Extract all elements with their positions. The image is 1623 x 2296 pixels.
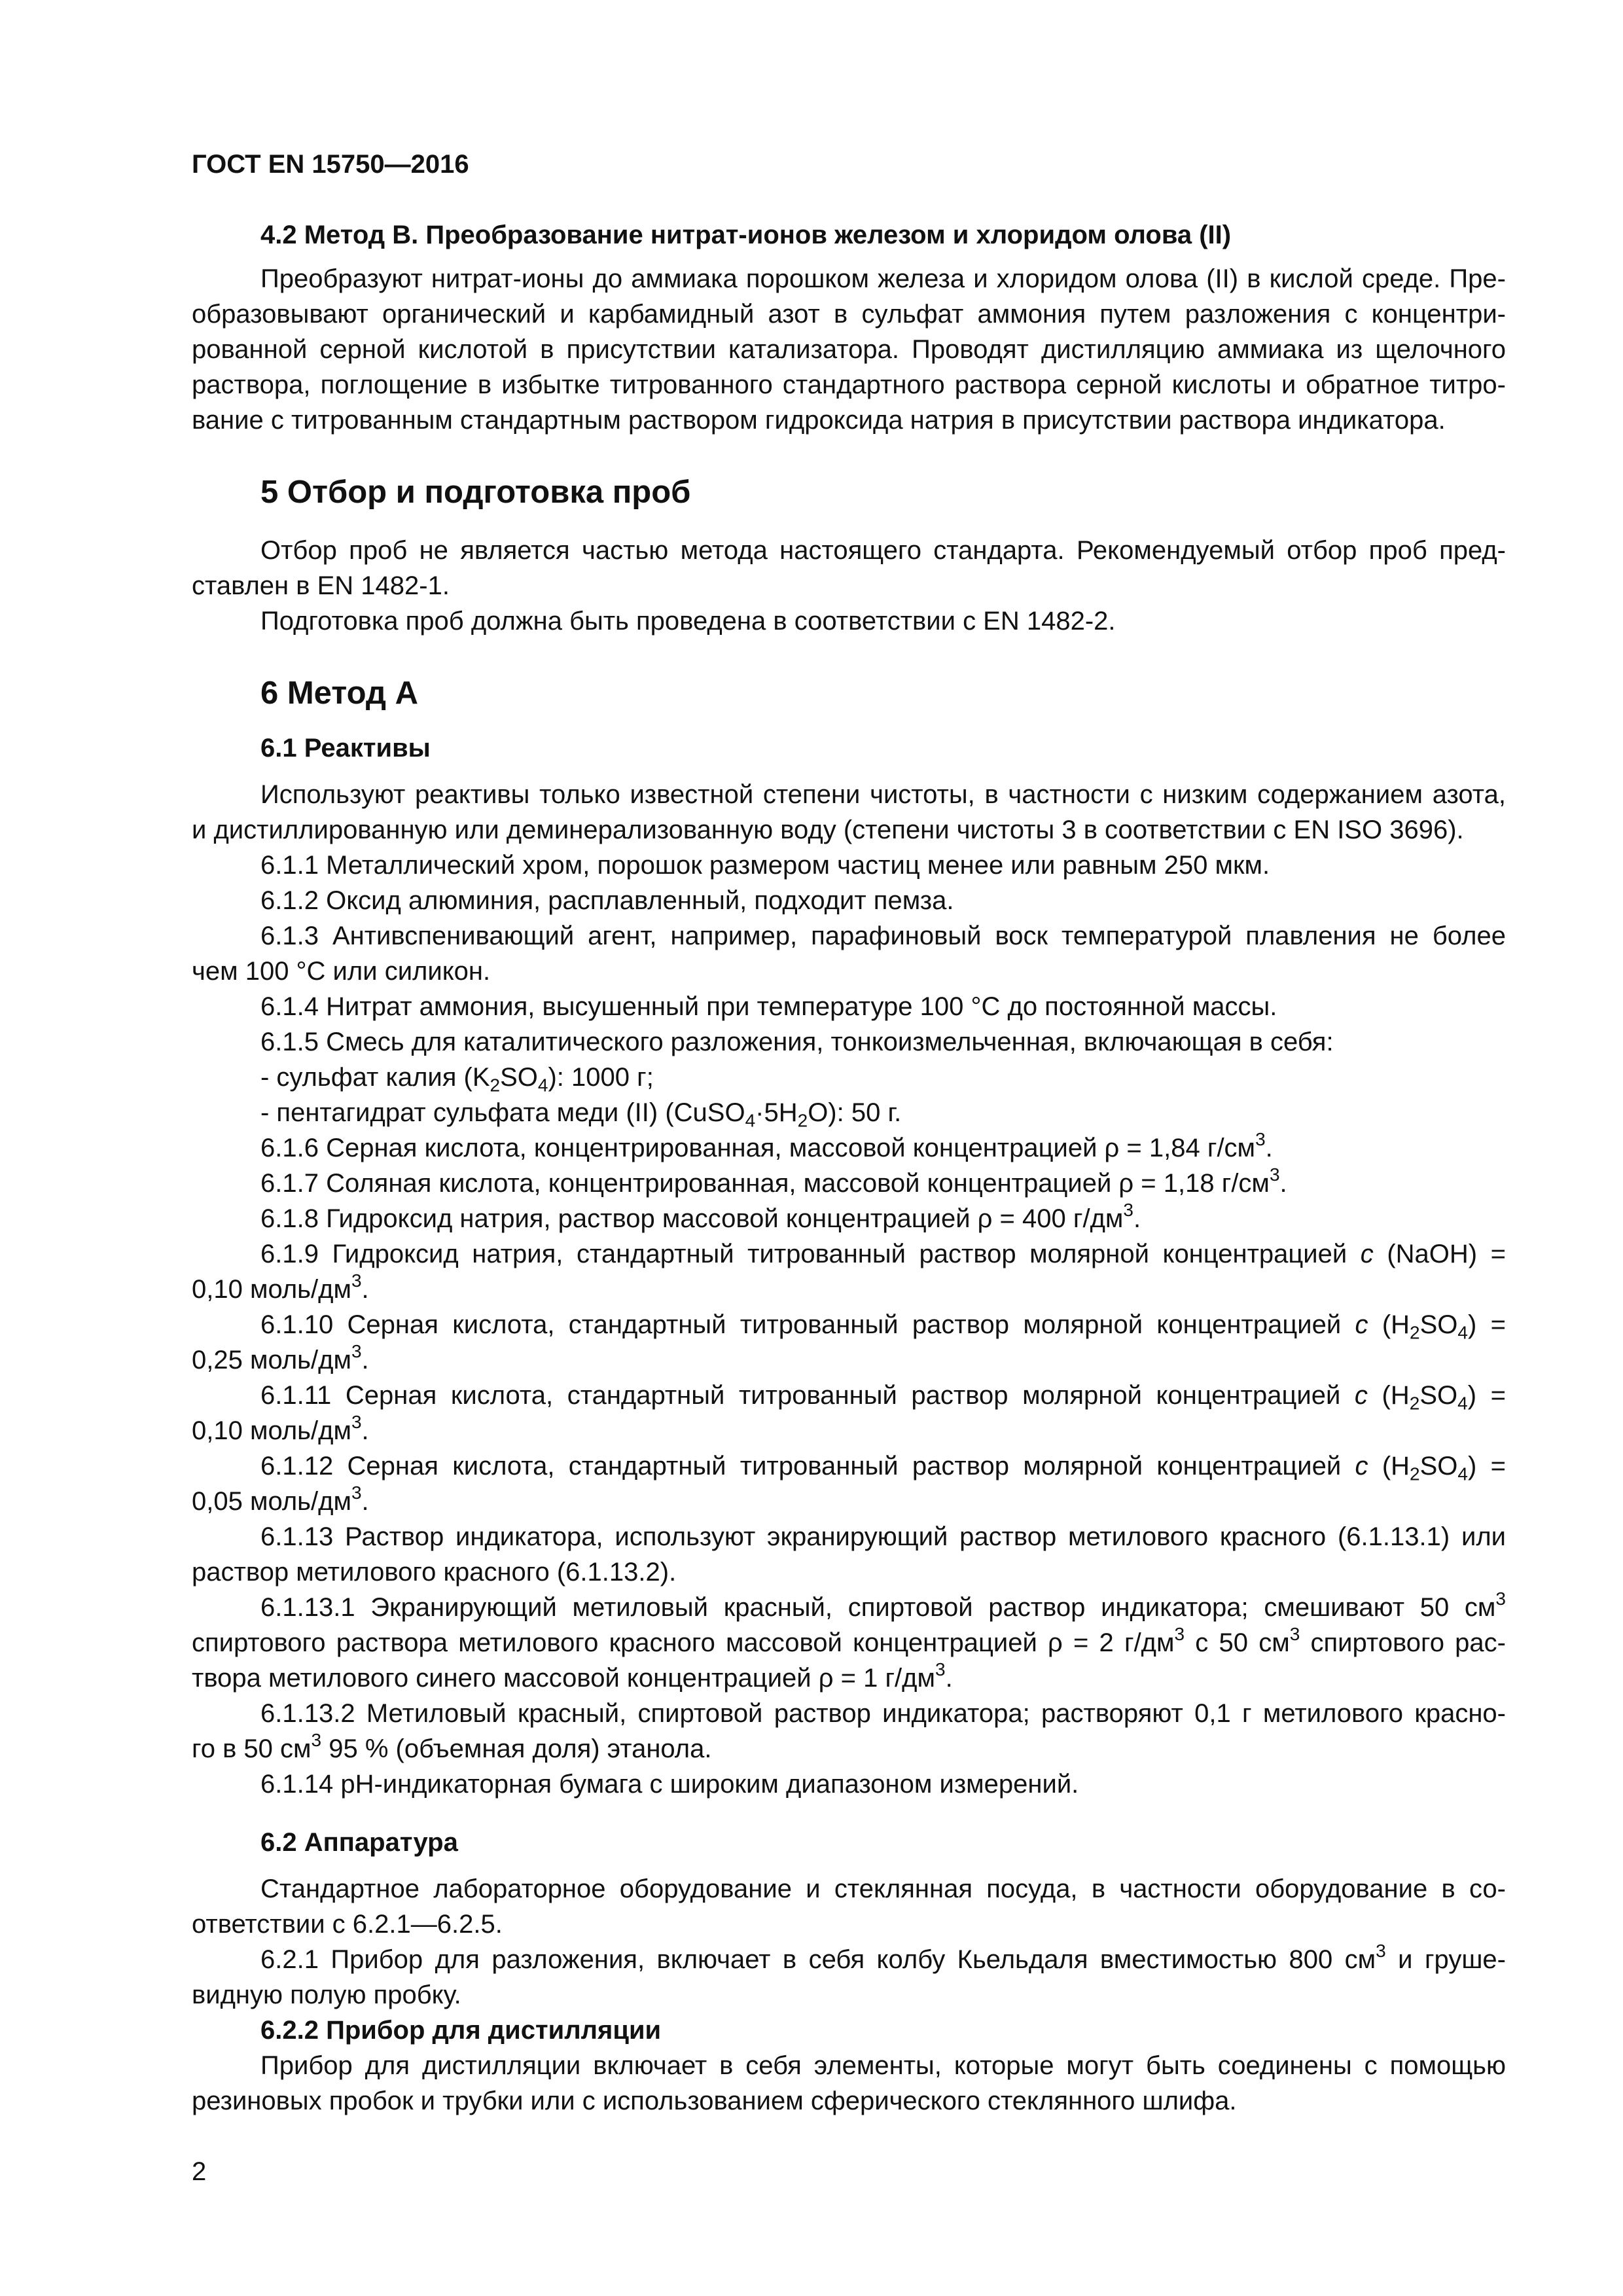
paragraph-line: [192, 1979, 1506, 2011]
text-run: твора метилового синего массовой концентрацией ρ = 1 г/дм: [192, 1664, 935, 1693]
text-run: 0,05 моль/дм: [192, 1487, 351, 1516]
text-run: 6.1.14 pH-индикаторная бумага с широким диапазоном измерений.: [260, 1770, 1079, 1799]
subscript: 2: [490, 1075, 501, 1096]
superscript: 3: [1255, 1129, 1266, 1150]
text-run: SO: [1419, 1310, 1458, 1339]
superscript: 3: [1495, 1588, 1506, 1609]
list-item: [260, 1129, 1506, 1164]
paragraph-line: [192, 1659, 1506, 1695]
section-heading-6-1: [260, 732, 1506, 764]
text-run: ·5H: [755, 1098, 798, 1127]
text-run: 6.1.5 Смесь для каталитического разложения, тонкоизмельченная, включающая в себя:: [260, 1028, 1334, 1056]
text-run: Отбор проб не является частью метода настоящего стандарта. Рекомендуемый отбор проб пред-: [260, 536, 1506, 565]
text-run: 0,10 моль/дм: [192, 1275, 351, 1304]
paragraph-line: [192, 1556, 1506, 1588]
text-run: с 50 см: [1185, 1628, 1290, 1657]
paragraph-line: [192, 1626, 1506, 1659]
text-run: 6.1.1 Металлический хром, порошок размером частиц менее или равным 250 мкм.: [260, 851, 1270, 880]
text-run: резиновых пробок и трубки или с использованием сферического стеклянного шлифа.: [192, 2087, 1237, 2115]
subscript: 2: [1409, 1393, 1420, 1414]
document-header: ГОСТ EN 15750—2016: [192, 150, 469, 179]
text-run: рованной серной кислотой в присутствии катализатора. Проводят дистилляцию аммиака из щелочного: [192, 335, 1506, 364]
text-run: - пентагидрат сульфата меди (II) (CuSO: [260, 1098, 745, 1127]
text-run: 6.1.2 Оксид алюминия, расплавленный, подходит пемза.: [260, 886, 954, 915]
paragraph-line: [192, 298, 1506, 331]
text-run: 6.1.12 Серная кислота, стандартный титрованный раствор молярной концентрацией: [260, 1452, 1355, 1480]
paragraph-line: [192, 2085, 1506, 2117]
superscript: 3: [1289, 1624, 1300, 1645]
paragraph-line: [192, 1482, 1506, 1518]
list-item: [260, 1520, 1506, 1553]
paragraph-line: [192, 368, 1506, 401]
superscript: 3: [351, 1412, 362, 1433]
subscript: 2: [1410, 1463, 1420, 1484]
text-run: ) =: [1467, 1310, 1506, 1339]
paragraph-line: [192, 404, 1506, 437]
text-run: 6.1.6 Серная кислота, концентрированная, массовой концентрацией ρ = 1,84 г/см: [260, 1134, 1256, 1162]
text-run: Преобразуют нитрат-ионы до аммиака порошком железа и хлоридом олова (II) в кислой среде. Пре-: [260, 264, 1506, 293]
paragraph-line: [192, 814, 1506, 846]
text-run: .: [361, 1275, 369, 1304]
list-item: [260, 1768, 1506, 1801]
text-run: Используют реактивы только известной степени чистоты, в частности с низким содержанием азота,: [260, 780, 1506, 809]
text-run: 95 % (объемная доля) этанола.: [321, 1734, 712, 1763]
list-item: [260, 1164, 1506, 1200]
text-run: 6.1.11 Серная кислота, стандартный титрованный раствор молярной концентрацией: [260, 1381, 1355, 1410]
text-run: спиртового раствора метилового красного массовой концентрацией ρ = 2 г/дм: [192, 1628, 1175, 1657]
subscript: 2: [1410, 1322, 1420, 1343]
paragraph-line: [192, 1341, 1506, 1376]
superscript: 3: [1123, 1200, 1133, 1221]
text-run: 5 Отбор и подготовка проб: [260, 475, 691, 510]
italic-symbol: c: [1354, 1381, 1368, 1410]
paragraph-line: [260, 1873, 1506, 1905]
text-run: 0,10 моль/дм: [192, 1416, 351, 1445]
text-run: 6.1.4 Нитрат аммония, высушенный при температуре 100 °C до постоянной массы.: [260, 992, 1277, 1021]
text-run: 6 Метод А: [260, 675, 419, 711]
text-run: раствора, поглощение в избытке титрованного стандартного раствора серной кислоты и обратное титро-: [192, 370, 1506, 399]
text-run: ответствии с 6.2.1—6.2.5.: [192, 1910, 503, 1939]
subsection-heading-6-2-2: [260, 2014, 1506, 2047]
list-item: [260, 1061, 1506, 1094]
superscript: 3: [1269, 1164, 1280, 1185]
subscript: 4: [1457, 1463, 1468, 1484]
section-heading-6: [260, 673, 1506, 713]
superscript: 3: [311, 1730, 322, 1751]
paragraph-line: [192, 333, 1506, 366]
list-item: [260, 1026, 1506, 1058]
text-run: ставлен в EN 1482-1.: [192, 571, 450, 600]
list-item: [260, 1379, 1506, 1412]
text-run: (H: [1368, 1310, 1410, 1339]
section-heading-6-2: [260, 1826, 1506, 1859]
paragraph-line: [260, 778, 1506, 811]
superscript: 3: [351, 1482, 362, 1503]
list-item: [260, 1202, 1506, 1235]
list-item: [260, 1238, 1506, 1270]
list-item: [260, 1096, 1506, 1129]
text-run: O): 50 г.: [808, 1098, 902, 1127]
paragraph-line: [192, 955, 1506, 988]
page-number: 2: [192, 2157, 207, 2186]
text-run: 0,25 моль/дм: [192, 1346, 351, 1374]
paragraph-line: [192, 1908, 1506, 1941]
subscript: 4: [745, 1110, 756, 1131]
text-run: 6.1.13.1 Экранирующий метиловый красный, спиртовой раствор индикатора; смешивают 50 см: [260, 1593, 1496, 1622]
subscript: 4: [1457, 1322, 1468, 1343]
text-run: .: [945, 1664, 953, 1693]
text-run: 6.1.10 Серная кислота, стандартный титрованный раствор молярной концентрацией: [260, 1310, 1355, 1339]
text-run: раствор метилового красного (6.1.13.2).: [192, 1558, 677, 1587]
text-run: ): 1000 г;: [548, 1063, 654, 1092]
text-run: SO: [1419, 1452, 1458, 1480]
text-run: Подготовка проб должна быть проведена в соответствии с EN 1482-2.: [260, 607, 1116, 636]
text-run: .: [361, 1416, 369, 1445]
list-item: [260, 1308, 1506, 1341]
list-item: [260, 920, 1506, 952]
text-run: вание с титрованным стандартным раствором гидроксида натрия в присутствии раствора индикатора.: [192, 406, 1446, 435]
list-item: [260, 1450, 1506, 1482]
text-run: ) =: [1467, 1381, 1506, 1410]
text-run: 6.1.13.2 Метиловый красный, спиртовой раствор индикатора; растворяют 0,1 г метилового красно-: [260, 1699, 1506, 1728]
text-run: 6.1.8 Гидроксид натрия, раствор массовой концентрацией ρ = 400 г/дм: [260, 1204, 1124, 1233]
section-heading-4-2: [260, 219, 1506, 251]
text-run: (H: [1368, 1452, 1410, 1480]
text-run: 6.1.7 Соляная кислота, концентрированная, массовой концентрацией ρ = 1,18 г/см: [260, 1169, 1270, 1198]
list-item: [260, 884, 1506, 917]
text-run: (NaOH) =: [1373, 1240, 1506, 1268]
text-run: - сульфат калия (K: [260, 1063, 490, 1092]
paragraph-line: [260, 2049, 1506, 2082]
list-item: [260, 1588, 1506, 1624]
italic-symbol: c: [1355, 1310, 1368, 1339]
text-run: 6.1.3 Антивспенивающий агент, например, парафиновый воск температурой плавления не более: [260, 922, 1506, 950]
text-run: SO: [500, 1063, 538, 1092]
text-run: и дистиллированную или деминерализованную воду (степени чистоты 3 в соответствии с EN ISO 3696).: [192, 816, 1464, 844]
paragraph-line: [192, 569, 1506, 602]
superscript: 3: [351, 1341, 362, 1362]
text-run: .: [361, 1487, 369, 1516]
paragraph-line: [192, 1414, 1506, 1447]
text-run: 6.2.1 Прибор для разложения, включает в себя колбу Кьельдаля вместимостью 800 см: [260, 1945, 1376, 1974]
list-item: [260, 990, 1506, 1023]
text-run: спиртового рас-: [1300, 1628, 1506, 1657]
text-run: го в 50 см: [192, 1734, 312, 1763]
list-item: [260, 1697, 1506, 1730]
text-run: 6.2 Аппаратура: [260, 1828, 458, 1857]
section-heading-5: [260, 473, 1506, 512]
text-run: 6.1 Реактивы: [260, 734, 431, 762]
text-run: (H: [1367, 1381, 1410, 1410]
italic-symbol: c: [1360, 1240, 1374, 1268]
paragraph-line: [260, 605, 1506, 637]
text-run: чем 100 °C или силикон.: [192, 957, 491, 986]
text-run: образовывают органический и карбамидный азот в сульфат аммония путем разложения с концентри-: [192, 300, 1506, 329]
text-run: 6.1.9 Гидроксид натрия, стандартный титрованный раствор молярной концентрацией: [260, 1240, 1361, 1268]
subscript: 4: [537, 1075, 548, 1096]
superscript: 3: [935, 1659, 946, 1680]
text-run: 4.2 Метод B. Преобразование нитрат-ионов железом и хлоридом олова (II): [260, 221, 1232, 249]
text-run: ) =: [1467, 1452, 1506, 1480]
text-run: и груше-: [1385, 1945, 1506, 1974]
subscript: 2: [797, 1110, 808, 1131]
italic-symbol: c: [1355, 1452, 1368, 1480]
text-run: Прибор для дистилляции включает в себя элементы, которые могут быть соединены с помощью: [260, 2051, 1506, 2080]
text-run: Стандартное лабораторное оборудование и стеклянная посуда, в частности оборудование в со-: [260, 1874, 1506, 1903]
list-item: [260, 1943, 1506, 1976]
subscript: 4: [1457, 1393, 1468, 1414]
superscript: 3: [1174, 1624, 1185, 1645]
text-run: видную полую пробку.: [192, 1981, 461, 2009]
text-run: .: [361, 1346, 369, 1374]
paragraph-line: [192, 1732, 1506, 1765]
superscript: 3: [1376, 1941, 1386, 1962]
paragraph-line: [260, 534, 1506, 567]
text-run: SO: [1419, 1381, 1458, 1410]
text-run: .: [1265, 1134, 1273, 1162]
paragraph-line: [260, 262, 1506, 295]
paragraph-line: [192, 1270, 1506, 1306]
text-run: .: [1133, 1204, 1141, 1233]
text-run: 6.1.13 Раствор индикатора, используют экранирующий раствор метилового красного (6.1.13.1) или: [260, 1522, 1506, 1551]
text-run: 6.2.2 Прибор для дистилляции: [260, 2016, 662, 2045]
superscript: 3: [351, 1270, 362, 1291]
list-item: [260, 849, 1506, 882]
text-run: .: [1279, 1169, 1287, 1198]
